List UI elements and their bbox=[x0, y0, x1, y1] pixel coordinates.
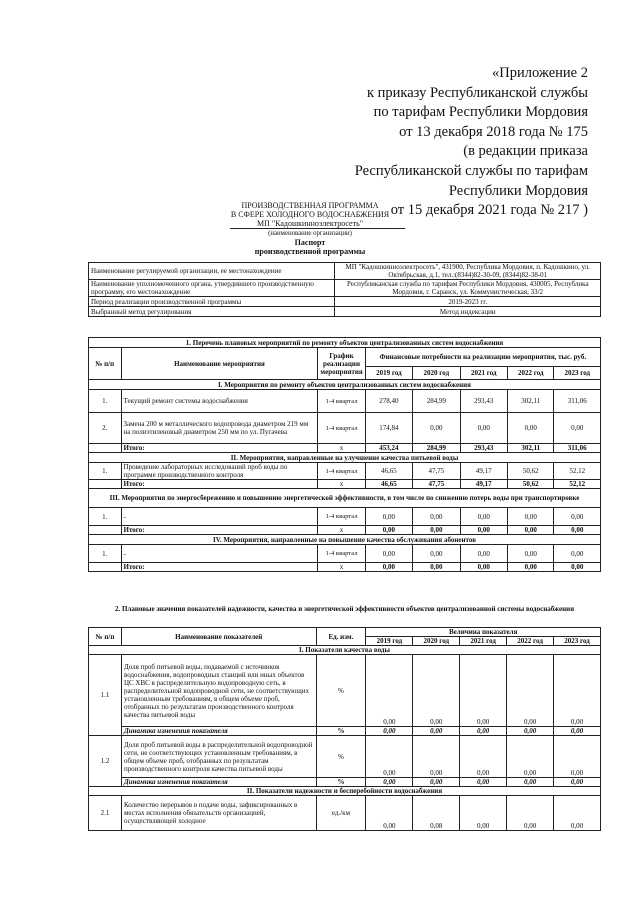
indicators-table bbox=[88, 627, 601, 831]
table-row bbox=[89, 545, 601, 563]
total-value: 47,75 bbox=[413, 480, 460, 489]
row-schedule: 1-4 квартал bbox=[318, 390, 365, 413]
row-value: 0,00 bbox=[460, 655, 507, 727]
passport-table bbox=[88, 262, 601, 317]
passport-value: Республиканская служба по тарифам Республики Мордовия, 430005, Республика Мордовия, г. Саранск, ул. Коммунистическая, 33/2 bbox=[335, 280, 601, 297]
dynamics-value: 0,00 bbox=[413, 778, 460, 787]
dynamics-value: 0,00 bbox=[554, 778, 601, 787]
appendix-header bbox=[288, 64, 588, 221]
dynamics-unit: % bbox=[316, 727, 366, 736]
passport-row bbox=[89, 263, 601, 280]
dynamics-value: 0,00 bbox=[366, 727, 413, 736]
section1-title: 1. Перечень плановых мероприятий по ремонту объектов централизованных систем водоснабжения bbox=[89, 338, 601, 348]
row-name: Замена 200 м металлического водопровода диаметром 219 мм на полиэтиленовый диаметром 250 мм по ул. Пугачева bbox=[121, 413, 318, 444]
col-finance-header: Финансовые потребности на реализацию мероприятия, тыс. руб. bbox=[365, 348, 600, 367]
year-header: 2020 год bbox=[413, 637, 460, 646]
row-number: 1. bbox=[89, 545, 122, 563]
row-value: 0,00 bbox=[508, 508, 554, 526]
row-unit: ед./км bbox=[316, 796, 366, 831]
row-value: 52,12 bbox=[554, 463, 601, 480]
total-value: 52,12 bbox=[554, 480, 601, 489]
year-header: 2023 год bbox=[554, 637, 601, 646]
group-title: I. Показатели качества воды bbox=[89, 646, 601, 655]
year-header: 2019 год bbox=[366, 637, 413, 646]
activities-table bbox=[88, 337, 601, 572]
program-subtitle: В СФЕРЕ ХОЛОДНОГО ВОДОСНАБЖЕНИЯ bbox=[230, 210, 390, 219]
row-value: 0,00 bbox=[366, 736, 413, 778]
total-value: 0,00 bbox=[554, 563, 601, 572]
dynamics-label: Динамика изменения показателя bbox=[121, 778, 316, 787]
dynamics-value: 0,00 bbox=[460, 727, 507, 736]
col-value-header: Величина показателя bbox=[366, 628, 601, 637]
dynamics-value: 0,00 bbox=[507, 727, 554, 736]
year-header: 2019 год bbox=[365, 367, 412, 380]
appendix-line: (в редакции приказа bbox=[463, 143, 588, 160]
row-value: 0,00 bbox=[413, 413, 460, 444]
row-value: 0,00 bbox=[507, 655, 554, 727]
organization-caption: (наименование организации) bbox=[268, 230, 352, 237]
total-row bbox=[89, 444, 601, 453]
passport-row bbox=[89, 297, 601, 307]
row-schedule: 1-4 квартал bbox=[318, 413, 365, 444]
total-value: 0,00 bbox=[413, 563, 460, 572]
row-value: 0,00 bbox=[365, 508, 412, 526]
row-number: 1. bbox=[89, 508, 122, 526]
row-value: 0,00 bbox=[460, 736, 507, 778]
passport-value: МП "Кадошкинноэлектросеть", 431900, Республика Мордовия, п. Кадошкино, ул. Октябрьская, д.1, тел.:(8344)82-30-09, (8344)82-38-01 bbox=[335, 263, 601, 280]
total-row bbox=[89, 480, 601, 489]
appendix-line: к приказу Республиканской службы bbox=[366, 84, 588, 101]
total-value: 0,00 bbox=[365, 526, 412, 535]
dynamics-value: 0,00 bbox=[554, 727, 601, 736]
total-value: 49,17 bbox=[460, 480, 507, 489]
row-value: 0,00 bbox=[554, 796, 601, 831]
col-schedule-header: График реализации мероприятия bbox=[318, 348, 365, 380]
row-value: 0,00 bbox=[554, 508, 601, 526]
table-row bbox=[89, 390, 601, 413]
table-row bbox=[89, 508, 601, 526]
row-value: 46,65 bbox=[365, 463, 412, 480]
year-header: 2021 год bbox=[460, 367, 507, 380]
row-schedule: 1-4 квартал bbox=[318, 508, 365, 526]
total-value: 302,11 bbox=[508, 444, 554, 453]
row-name: Текущий ремонт системы водоснабжения bbox=[121, 390, 318, 413]
row-value: 49,17 bbox=[460, 463, 507, 480]
row-value: 0,00 bbox=[366, 655, 413, 727]
row-number: 2. bbox=[89, 413, 122, 444]
total-schedule: х bbox=[318, 480, 365, 489]
col-num-header: № п/п bbox=[89, 628, 122, 646]
indicator-row bbox=[89, 796, 601, 831]
total-value: 0,00 bbox=[413, 526, 460, 535]
total-row bbox=[89, 526, 601, 535]
appendix-line: «Приложение 2 bbox=[492, 65, 588, 81]
year-header: 2021 год bbox=[460, 637, 507, 646]
program-title: ПРОИЗВОДСТВЕННАЯ ПРОГРАММА bbox=[241, 201, 379, 210]
appendix-line: от 13 декабря 2018 года № 175 bbox=[399, 123, 588, 140]
row-schedule: 1-4 квартал bbox=[318, 463, 365, 480]
col-name-header: Наименование мероприятия bbox=[121, 348, 318, 380]
dynamics-value: 0,00 bbox=[366, 778, 413, 787]
total-label: Итого: bbox=[121, 526, 318, 535]
appendix-line: по тарифам Республики Мордовия bbox=[373, 104, 588, 121]
dynamics-label: Динамика изменения показателя bbox=[121, 727, 316, 736]
row-value: 302,11 bbox=[508, 390, 554, 413]
row-value: 0,00 bbox=[413, 545, 460, 563]
col-unit-header: Ед. изм. bbox=[316, 628, 366, 646]
total-value: 0,00 bbox=[508, 526, 554, 535]
appendix-line: Республиканской службы по тарифам bbox=[354, 162, 588, 179]
row-number: 1. bbox=[89, 390, 122, 413]
total-row bbox=[89, 563, 601, 572]
row-schedule: 1-4 квартал bbox=[318, 545, 365, 563]
total-label: Итого: bbox=[121, 563, 318, 572]
dynamics-value: 0,00 bbox=[413, 727, 460, 736]
row-value: 174,84 bbox=[365, 413, 412, 444]
total-value: 293,43 bbox=[460, 444, 507, 453]
passport-subtitle: производственной программы bbox=[254, 247, 366, 256]
total-value: 311,06 bbox=[554, 444, 601, 453]
group-title: II. Мероприятия, направленные на улучшение качества питьевой воды bbox=[89, 453, 601, 463]
appendix-line: от 15 декабря 2021 года № 217 ) bbox=[390, 202, 588, 219]
col-name-header: Наименование показателей bbox=[121, 628, 316, 646]
total-value: 0,00 bbox=[460, 526, 507, 535]
row-value: 0,00 bbox=[508, 413, 554, 444]
row-value: 0,00 bbox=[413, 736, 460, 778]
row-name: - bbox=[121, 508, 318, 526]
row-value: 311,06 bbox=[554, 390, 601, 413]
row-value: 0,00 bbox=[508, 545, 554, 563]
group-title: I. Мероприятия по ремонту объектов централизованных систем водоснабжения bbox=[89, 380, 601, 390]
row-value: 0,00 bbox=[365, 545, 412, 563]
indicator-row bbox=[89, 736, 601, 778]
total-value: 0,00 bbox=[460, 563, 507, 572]
row-value: 0,00 bbox=[460, 508, 507, 526]
total-schedule: х bbox=[318, 563, 365, 572]
organization-name: МП "Кадошкинноэлектросеть" bbox=[256, 219, 363, 228]
dynamics-row bbox=[89, 727, 601, 736]
total-value: 453,24 bbox=[365, 444, 412, 453]
total-value: 0,00 bbox=[365, 563, 412, 572]
row-value: 0,00 bbox=[460, 413, 507, 444]
total-schedule: х bbox=[318, 526, 365, 535]
passport-label: Наименование уполномоченного органа, утвердившего производственную программу, его местонахождение bbox=[89, 280, 335, 297]
dynamics-value: 0,00 bbox=[507, 778, 554, 787]
row-name: Доля проб питьевой воды, подаваемой с источников водоснабжения, водопроводных станций или иных объектов ЦС ХВС в распределительную водопроводную сеть, в распределительной водопроводной сети, не соответствующих установленным требованиям, в общем объеме проб, отобранных по результатам производственного контроля качества питьевой воды bbox=[121, 655, 316, 727]
row-value: 50,62 bbox=[508, 463, 554, 480]
dynamics-value: 0,00 bbox=[460, 778, 507, 787]
row-number: 1. bbox=[89, 463, 122, 480]
row-number: 2.1 bbox=[89, 796, 122, 831]
row-value: 0,00 bbox=[366, 796, 413, 831]
row-value: 0,00 bbox=[460, 545, 507, 563]
row-value: 0,00 bbox=[413, 655, 460, 727]
row-name: Количество перерывов в подаче воды, зафиксированных в местах исполнения обязательств организацией, осуществляющей холодное bbox=[121, 796, 316, 831]
row-number: 1.1 bbox=[89, 655, 122, 736]
col-num-header: № п/п bbox=[89, 348, 122, 380]
row-value: 0,00 bbox=[554, 655, 601, 727]
year-header: 2023 год bbox=[554, 367, 601, 380]
total-value: 46,65 bbox=[365, 480, 412, 489]
row-unit: % bbox=[316, 655, 366, 727]
row-value: 293,43 bbox=[460, 390, 507, 413]
year-header: 2022 год bbox=[507, 637, 554, 646]
row-value: 0,00 bbox=[554, 545, 601, 563]
appendix-line: Республики Мордовия bbox=[448, 182, 588, 199]
row-value: 0,00 bbox=[413, 508, 460, 526]
row-value: 0,00 bbox=[460, 796, 507, 831]
passport-value: Метод индексации bbox=[335, 307, 601, 317]
table-row bbox=[89, 463, 601, 480]
passport-label: Период реализации производственной программы bbox=[89, 297, 335, 307]
row-value: 0,00 bbox=[507, 796, 554, 831]
passport-title: Паспорт bbox=[294, 238, 326, 247]
section2-title: 2. Плановые значения показателей надежности, качества и энергетической эффективности объектов централизованной системы водоснабжения bbox=[115, 605, 574, 613]
year-header: 2022 год bbox=[508, 367, 554, 380]
row-name: Проведение лабораторных исследований проб воды по программе производственного контроля bbox=[121, 463, 318, 480]
total-label: Итого: bbox=[121, 480, 318, 489]
row-value: 47,75 bbox=[413, 463, 460, 480]
total-label: Итого: bbox=[121, 444, 318, 453]
passport-row bbox=[89, 280, 601, 297]
passport-label: Наименование регулируемой организации, ее местонахождение bbox=[89, 263, 335, 280]
group-title: IV. Мероприятия, направленные на повышение качества обслуживания абонентов bbox=[89, 535, 601, 545]
row-unit: % bbox=[316, 736, 366, 778]
group-title: III. Мероприятия по энергосбережению и повышению энергетической эффективности, в том числе по снижению потерь воды при транспортировке bbox=[89, 489, 601, 508]
dynamics-unit: % bbox=[316, 778, 366, 787]
indicator-row bbox=[89, 655, 601, 727]
row-value: 0,00 bbox=[554, 413, 601, 444]
row-value: 278,40 bbox=[365, 390, 412, 413]
row-value: 0,00 bbox=[554, 736, 601, 778]
total-value: 0,00 bbox=[554, 526, 601, 535]
passport-value: 2019-2023 гг. bbox=[335, 297, 601, 307]
total-value: 284,99 bbox=[413, 444, 460, 453]
row-value: 0,08 bbox=[413, 796, 460, 831]
table-row bbox=[89, 413, 601, 444]
row-value: 284,99 bbox=[413, 390, 460, 413]
row-name: - bbox=[121, 545, 318, 563]
row-name: Доля проб питьевой воды в распределительной водопроводной сети, не соответствующих установленным требованиям, в общем объеме проб, отобранных по результатам производственного контроля качества питьевой воды bbox=[121, 736, 316, 778]
total-schedule: х bbox=[318, 444, 365, 453]
passport-row bbox=[89, 307, 601, 317]
group-title: II. Показатели надежности и бесперебойности водоснабжения bbox=[89, 787, 601, 796]
dynamics-row bbox=[89, 778, 601, 787]
year-header: 2020 год bbox=[413, 367, 460, 380]
row-number: 1.2 bbox=[89, 736, 122, 787]
row-value: 0,00 bbox=[507, 736, 554, 778]
total-value: 50,62 bbox=[508, 480, 554, 489]
total-value: 0,00 bbox=[508, 563, 554, 572]
passport-label: Выбранный метод регулирования bbox=[89, 307, 335, 317]
